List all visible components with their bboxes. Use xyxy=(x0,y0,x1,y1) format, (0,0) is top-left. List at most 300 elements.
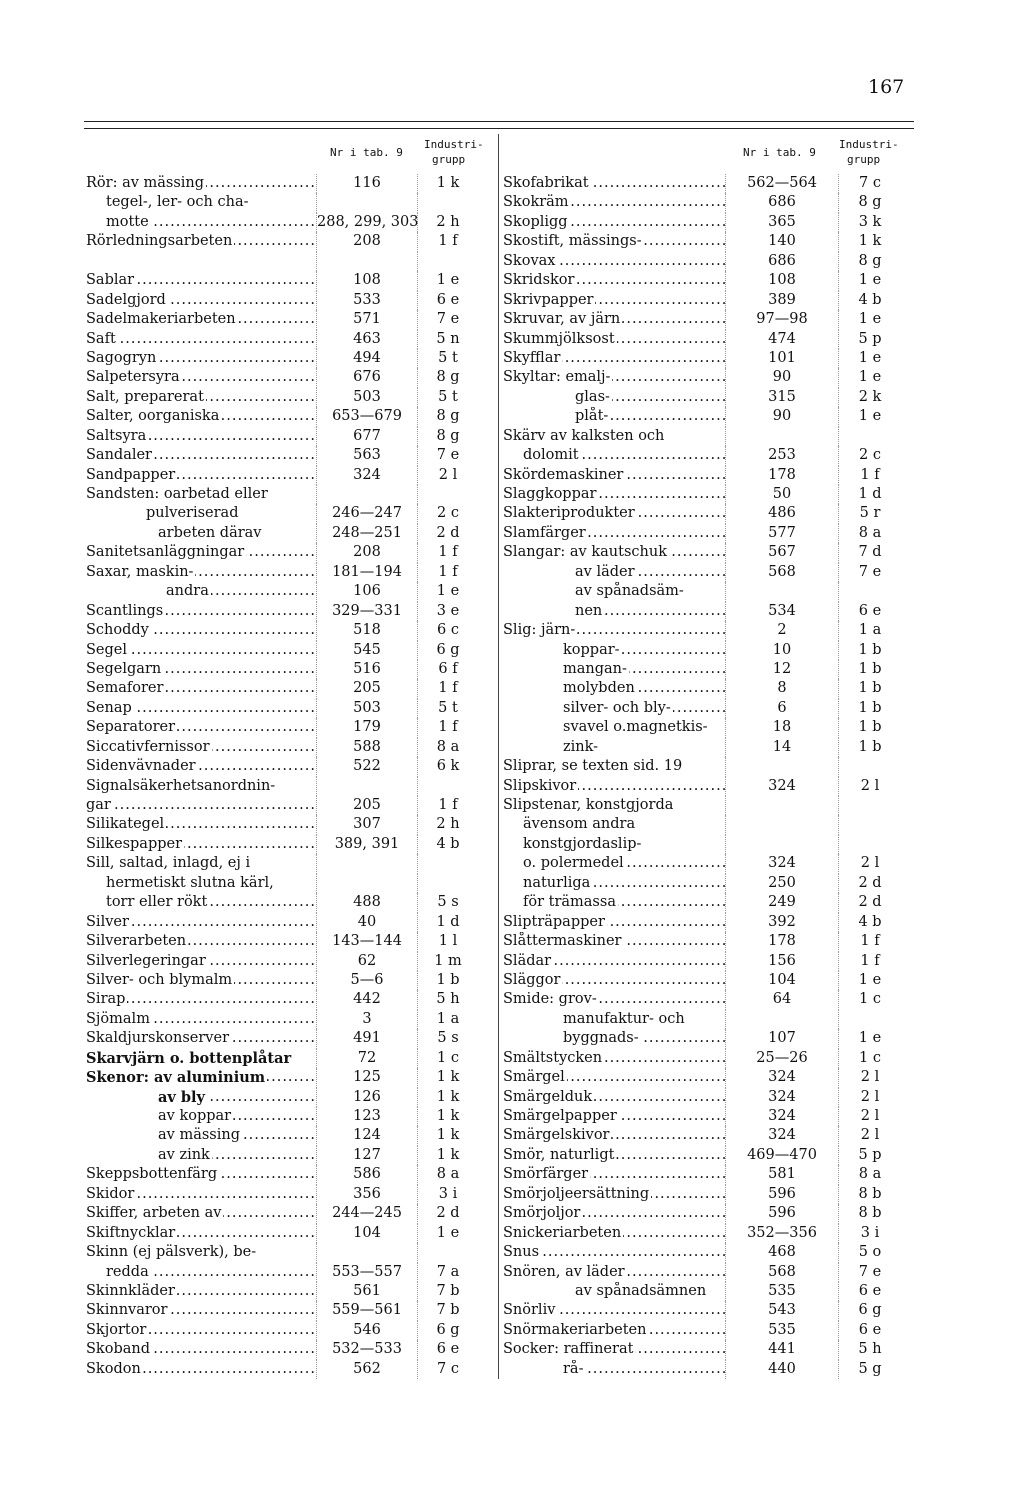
entry-term xyxy=(86,1282,316,1301)
header-rule-top xyxy=(84,121,914,122)
entry-table-number: 686 xyxy=(725,193,839,212)
entry-industry-group: 1 k xyxy=(436,1108,460,1124)
entry-table-number: 586 xyxy=(316,1165,418,1184)
entry-industry-group: 8 g xyxy=(436,369,460,386)
entry-table-number: 329—331 xyxy=(316,602,418,621)
entry-industry-group: 1 e xyxy=(436,272,460,289)
entry-term xyxy=(86,368,316,387)
entry-term-text: Slipträpapper xyxy=(503,913,605,930)
entry-table-number: 18 xyxy=(725,718,839,737)
entry-table-number: 588 xyxy=(316,738,418,757)
entry-table-number: 352—356 xyxy=(725,1224,839,1243)
index-entry xyxy=(86,543,496,562)
entry-industry-group: 5 p xyxy=(858,1146,882,1163)
index-entry xyxy=(86,1282,496,1301)
entry-term xyxy=(86,582,316,601)
index-entry xyxy=(503,738,923,757)
index-entry xyxy=(503,252,923,271)
index-entry xyxy=(86,232,496,251)
entry-table-number: 392 xyxy=(725,913,839,932)
entry-term-text: Skyfflar xyxy=(503,349,561,366)
entry-term xyxy=(503,388,725,407)
entry-industry-group: 8 g xyxy=(436,427,460,444)
entry-industry-group xyxy=(839,815,901,834)
entry-term-text: Sadelgjord xyxy=(86,291,166,308)
index-entry xyxy=(86,718,496,737)
index-entry xyxy=(86,738,496,757)
index-entry xyxy=(503,660,923,679)
entry-table-number: 116 xyxy=(316,174,418,193)
index-entry xyxy=(503,1029,923,1048)
entry-table-number: 104 xyxy=(316,1224,418,1243)
entry-term xyxy=(503,1010,725,1029)
index-entry xyxy=(503,427,923,446)
entry-term-text: Silverarbeten xyxy=(86,933,187,950)
entry-industry-group: 7 c xyxy=(859,175,881,191)
entry-industry-group: 7 e xyxy=(436,447,460,464)
entry-term xyxy=(503,699,725,718)
entry-table-number: 535 xyxy=(725,1321,839,1340)
entry-table-number: 532—533 xyxy=(316,1340,418,1359)
entry-term xyxy=(86,213,316,232)
entry-table-number: 535 xyxy=(725,1282,839,1301)
entry-term xyxy=(86,524,316,543)
entry-table-number xyxy=(725,427,839,446)
entry-term-text: Slangar: av kautschuk xyxy=(503,544,667,561)
entry-industry-group: 2 l xyxy=(438,466,458,483)
entry-term-text: mangan- xyxy=(503,661,629,677)
entry-term xyxy=(503,213,725,232)
index-entry xyxy=(86,271,496,290)
index-entry xyxy=(503,1243,923,1262)
entry-table-number: 545 xyxy=(316,641,418,660)
entry-term xyxy=(86,427,316,446)
index-entry xyxy=(86,388,496,407)
entry-table-number: 686 xyxy=(725,252,839,271)
entry-term-text: Skinn (ej pälsverk), be- xyxy=(86,1244,257,1261)
entry-term-text: Slig: järn- xyxy=(503,622,576,639)
entry-table-number: 179 xyxy=(316,718,418,737)
entry-term xyxy=(86,1029,316,1048)
entry-term-text: Skärv av kalksten och xyxy=(503,427,665,444)
index-entry xyxy=(503,543,923,562)
entry-term-text: nen xyxy=(503,603,604,619)
entry-table-number: 653—679 xyxy=(316,407,418,426)
entry-term-text: Sirap xyxy=(86,991,126,1008)
index-entry xyxy=(503,1126,923,1145)
index-entry xyxy=(503,777,923,796)
entry-industry-group: 7 a xyxy=(436,1263,460,1280)
entry-table-number: 143—144 xyxy=(316,932,418,951)
entry-industry-group xyxy=(839,757,901,776)
entry-industry-group: 1 l xyxy=(438,933,458,950)
index-entry xyxy=(86,330,496,349)
entry-table-number: 10 xyxy=(725,641,839,660)
entry-term-text: Skruvar, av järn xyxy=(503,311,621,328)
entry-term-text: Sill, saltad, inlagd, ej i xyxy=(86,855,251,872)
entry-term-text: Smärgelpapper xyxy=(503,1108,617,1124)
entry-table-number: 5—6 xyxy=(316,971,418,990)
entry-term xyxy=(503,407,725,426)
entry-term-text: Skofabrikat xyxy=(503,175,589,191)
entry-term xyxy=(86,815,316,834)
entry-term-text: Sidenvävnader xyxy=(86,758,196,775)
entry-industry-group: 1 k xyxy=(436,1146,460,1163)
entry-term xyxy=(503,1185,725,1204)
entry-term-text: Skodon xyxy=(86,1360,141,1377)
entry-industry-group: 8 a xyxy=(858,524,882,541)
entry-term xyxy=(86,718,316,737)
entry-term xyxy=(86,1088,316,1107)
index-entry xyxy=(503,718,923,737)
entry-industry-group: 6 g xyxy=(436,641,460,658)
entry-industry-group: 2 h xyxy=(436,213,460,230)
entry-term xyxy=(503,1263,725,1282)
index-entry xyxy=(503,446,923,465)
entry-table-number: 126 xyxy=(316,1088,418,1107)
index-entry xyxy=(86,310,496,329)
entry-term-text: Silverlegeringar xyxy=(86,952,206,969)
entry-industry-group: 2 d xyxy=(436,524,460,541)
index-entry xyxy=(86,757,496,776)
entry-term xyxy=(86,1204,316,1223)
entry-term-text: Senap xyxy=(86,699,132,716)
entry-term xyxy=(503,718,725,737)
entry-term xyxy=(503,1146,725,1165)
entry-term-text: Snörliv xyxy=(503,1302,556,1319)
index-entry xyxy=(86,1224,496,1243)
entry-industry-group: 1 k xyxy=(436,1127,460,1144)
entry-industry-group: 5 s xyxy=(437,894,459,911)
entry-term-text: Sandpapper xyxy=(86,466,176,483)
entry-industry-group: 7 e xyxy=(436,311,460,328)
entry-table-number: 181—194 xyxy=(316,563,418,582)
index-entry xyxy=(86,660,496,679)
entry-table-number: 562 xyxy=(316,1360,418,1379)
entry-industry-group: 1 f xyxy=(438,544,458,561)
entry-term xyxy=(86,291,316,310)
entry-industry-group: 3 k xyxy=(858,213,882,230)
index-entry xyxy=(86,1204,496,1223)
entry-term-text: Slakteriprodukter xyxy=(503,505,635,522)
entry-term xyxy=(503,1204,725,1223)
index-entry xyxy=(86,252,496,271)
entry-term-text: Skinnvaror xyxy=(86,1302,168,1319)
entry-term xyxy=(86,1243,316,1262)
entry-term xyxy=(503,543,725,562)
entry-table-number: 104 xyxy=(725,971,839,990)
entry-term-text: Skyltar: emalj- xyxy=(503,369,611,386)
entry-term xyxy=(503,835,725,854)
entry-term xyxy=(503,466,725,485)
entry-term-text: Separatorer xyxy=(86,719,176,736)
entry-term xyxy=(503,524,725,543)
entry-table-number xyxy=(725,815,839,834)
entry-table-number: 50 xyxy=(725,485,839,504)
entry-industry-group xyxy=(839,835,901,854)
entry-industry-group xyxy=(418,1243,478,1262)
entry-term-text: Slädar xyxy=(503,952,552,969)
entry-term xyxy=(503,1224,725,1243)
nr-header: Nr i tab. 9 xyxy=(743,146,816,159)
entry-table-number xyxy=(725,1010,839,1029)
entry-table-number: 440 xyxy=(725,1360,839,1379)
entry-term-text: Silikategel xyxy=(86,816,165,833)
entry-term xyxy=(86,349,316,368)
entry-term xyxy=(503,602,725,621)
entry-term-text: Siccativfernissor xyxy=(86,738,210,755)
entry-industry-group: 1 f xyxy=(438,563,458,580)
index-entry xyxy=(503,913,923,932)
entry-term-text: Skostift, mässings- xyxy=(503,233,642,250)
entry-term-text: hermetiskt slutna kärl, xyxy=(86,875,276,891)
index-entry xyxy=(86,466,496,485)
entry-table-number: 106 xyxy=(316,582,418,601)
entry-table-number: 97—98 xyxy=(725,310,839,329)
entry-industry-group: 5 o xyxy=(858,1244,882,1261)
entry-industry-group: 8 a xyxy=(436,1166,460,1183)
entry-industry-group: 2 k xyxy=(858,388,882,405)
entry-term-text: Skjortor xyxy=(86,1321,147,1338)
industri-header-line1: Industri- xyxy=(839,138,899,151)
entry-industry-group: 5 h xyxy=(858,1341,882,1358)
entry-industry-group: 5 t xyxy=(438,388,458,405)
entry-term xyxy=(503,310,725,329)
entry-industry-group: 6 e xyxy=(436,1341,460,1358)
index-entry xyxy=(86,563,496,582)
entry-term-text: Saxar, maskin- xyxy=(86,563,194,580)
entry-term-text: Silver- och blymalm xyxy=(86,971,233,988)
entry-table-number xyxy=(316,1243,418,1262)
entry-industry-group: 2 h xyxy=(436,816,460,833)
entry-term xyxy=(503,1165,725,1184)
entry-table-number: 533 xyxy=(316,291,418,310)
entry-term xyxy=(86,777,316,796)
entry-term-text: o. polermedel xyxy=(503,855,626,871)
entry-industry-group: 2 l xyxy=(860,777,880,794)
entry-table-number: 324 xyxy=(725,1107,839,1126)
entry-term xyxy=(86,1126,316,1145)
index-entry xyxy=(503,1010,923,1029)
entry-term-text: Skrivpapper xyxy=(503,291,594,308)
entry-term xyxy=(86,407,316,426)
entry-term xyxy=(86,1107,316,1126)
entry-table-number: 389 xyxy=(725,291,839,310)
entry-table-number: 123 xyxy=(316,1107,418,1126)
entry-term-text: Salpetersyra xyxy=(86,369,180,386)
entry-table-number: 503 xyxy=(316,388,418,407)
index-entry xyxy=(503,990,923,1009)
entry-industry-group: 1 k xyxy=(858,233,882,250)
entry-term xyxy=(503,504,725,523)
entry-industry-group: 5 r xyxy=(859,505,881,522)
entry-term-text: Slipstenar, konstgjorda xyxy=(503,797,674,813)
entry-industry-group: 5 s xyxy=(437,1030,459,1047)
entry-industry-group: 8 b xyxy=(858,1205,882,1222)
entry-term-text: konstgjordaslip- xyxy=(503,836,643,852)
entry-table-number: 474 xyxy=(725,330,839,349)
entry-industry-group: 5 n xyxy=(436,330,460,347)
entry-term-text: av spånadsäm- xyxy=(503,583,686,599)
entry-term-text: torr eller rökt xyxy=(86,894,209,910)
entry-industry-group: 1 k xyxy=(436,1088,460,1105)
industri-header-line2: grupp xyxy=(432,153,466,166)
entry-table-number: 140 xyxy=(725,232,839,251)
entry-industry-group: 4 b xyxy=(436,835,460,852)
entry-table-number: 246—247 xyxy=(316,504,418,523)
industri-header-line1: Industri- xyxy=(424,138,484,151)
entry-table-number: 561 xyxy=(316,1282,418,1301)
entry-term xyxy=(503,660,725,679)
index-entry xyxy=(86,349,496,368)
entry-term-text: Skokräm xyxy=(503,194,569,211)
entry-term-text: Skinnkläder xyxy=(86,1282,175,1299)
entry-industry-group: 1 k xyxy=(436,1069,460,1086)
index-entry xyxy=(503,952,923,971)
index-entry xyxy=(503,193,923,212)
entry-industry-group: 1 f xyxy=(860,933,880,950)
entry-industry-group: 3 i xyxy=(860,1224,880,1241)
entry-industry-group: 1 b xyxy=(858,719,882,736)
index-entry xyxy=(503,232,923,251)
index-entry xyxy=(86,1185,496,1204)
entry-term xyxy=(503,193,725,212)
entry-term-text: glas- xyxy=(503,389,612,405)
entry-table-number: 208 xyxy=(316,232,418,251)
index-entry xyxy=(86,874,496,893)
entry-term xyxy=(86,699,316,718)
entry-term xyxy=(86,1301,316,1320)
entry-table-number xyxy=(725,796,839,815)
entry-table-number: 553—557 xyxy=(316,1263,418,1282)
entry-table-number: 205 xyxy=(316,796,418,815)
entry-term-text: Salt, preparerat xyxy=(86,388,204,405)
entry-table-number: 441 xyxy=(725,1340,839,1359)
entry-industry-group: 2 l xyxy=(860,1108,880,1124)
entry-industry-group: 7 b xyxy=(436,1302,460,1319)
entry-industry-group: 6 c xyxy=(437,622,459,639)
index-entry xyxy=(86,854,496,873)
index-entry xyxy=(86,1360,496,1379)
entry-table-number: 101 xyxy=(725,349,839,368)
entry-term xyxy=(86,641,316,660)
entry-table-number: 356 xyxy=(316,1185,418,1204)
entry-industry-group: 2 l xyxy=(860,1088,880,1105)
entry-industry-group: 1 f xyxy=(438,719,458,736)
index-entry xyxy=(86,796,496,815)
entry-industry-group: 4 b xyxy=(858,913,882,930)
index-entry xyxy=(503,1301,923,1320)
index-entry xyxy=(86,1010,496,1029)
entry-term xyxy=(86,893,316,912)
index-entry xyxy=(86,1126,496,1145)
entry-industry-group: 1 b xyxy=(858,641,882,658)
entry-industry-group: 8 a xyxy=(436,738,460,755)
index-entry xyxy=(503,213,923,232)
entry-term-text: pulveriserad xyxy=(86,505,240,521)
entry-table-number: 365 xyxy=(725,213,839,232)
entry-industry-group xyxy=(418,252,478,271)
entry-term xyxy=(503,232,725,251)
entry-term-text: koppar- xyxy=(503,642,622,658)
index-entry xyxy=(503,1049,923,1068)
index-entry xyxy=(503,291,923,310)
entry-term xyxy=(86,660,316,679)
entry-table-number: 3 xyxy=(316,1010,418,1029)
index-entry xyxy=(86,524,496,543)
entry-table-number: 596 xyxy=(725,1185,839,1204)
entry-industry-group: 1 e xyxy=(858,369,882,386)
entry-term xyxy=(86,1010,316,1029)
entry-table-number: 516 xyxy=(316,660,418,679)
entry-industry-group: 1 d xyxy=(858,486,882,502)
entry-term xyxy=(503,1243,725,1262)
entry-term xyxy=(86,602,316,621)
entry-term xyxy=(86,971,316,990)
entry-term xyxy=(86,1263,316,1282)
entry-term-text: arbeten därav xyxy=(86,525,264,541)
entry-table-number: 25—26 xyxy=(725,1049,839,1068)
entry-term xyxy=(503,252,725,271)
entry-industry-group: 1 b xyxy=(858,680,882,697)
index-entry xyxy=(86,1107,496,1126)
entry-table-number: 568 xyxy=(725,1263,839,1282)
entry-term-text: Skenor: av aluminium xyxy=(86,1069,266,1087)
entry-term xyxy=(86,679,316,698)
index-entry xyxy=(503,504,923,523)
index-entry xyxy=(86,407,496,426)
entry-term xyxy=(503,1107,725,1126)
index-entry xyxy=(86,1146,496,1165)
entry-term-text: av spånadsämnen xyxy=(503,1283,708,1299)
index-entry xyxy=(86,1243,496,1262)
entry-table-number: 72 xyxy=(316,1049,418,1068)
entry-term xyxy=(503,174,725,193)
entry-table-number: 127 xyxy=(316,1146,418,1165)
left-column-header xyxy=(86,134,496,174)
index-entry xyxy=(503,1204,923,1223)
entry-industry-group: 5 t xyxy=(438,699,458,716)
entry-term-text: Skiffer, arbeten av xyxy=(86,1205,222,1222)
entry-industry-group: 6 g xyxy=(858,1302,882,1319)
entry-table-number: 324 xyxy=(725,777,839,796)
entry-term-text: Skarvjärn o. bottenplåtar xyxy=(86,1049,292,1067)
entry-industry-group: 7 e xyxy=(858,1263,882,1280)
entry-term-text: Segel xyxy=(86,641,128,658)
entry-table-number: 518 xyxy=(316,621,418,640)
entry-industry-group: 1 e xyxy=(436,583,460,600)
entry-table-number: 14 xyxy=(725,738,839,757)
index-entry xyxy=(503,854,923,873)
entry-term xyxy=(86,835,316,854)
entry-industry-group: 1 k xyxy=(436,175,460,191)
index-entry xyxy=(86,777,496,796)
entry-table-number: 676 xyxy=(316,368,418,387)
entry-term xyxy=(503,1068,725,1087)
entry-term xyxy=(86,388,316,407)
entry-table-number: 463 xyxy=(316,330,418,349)
entry-industry-group: 2 l xyxy=(860,855,880,872)
index-entry xyxy=(86,174,496,193)
entry-term-text: Skummjölksost xyxy=(503,330,615,347)
entry-term xyxy=(503,679,725,698)
entry-term xyxy=(86,757,316,776)
entry-table-number: 288, 299, 303 xyxy=(316,213,418,232)
entry-table-number xyxy=(316,854,418,873)
index-entry xyxy=(86,932,496,951)
entry-table-number: 468 xyxy=(725,1243,839,1262)
entry-term xyxy=(86,796,316,815)
